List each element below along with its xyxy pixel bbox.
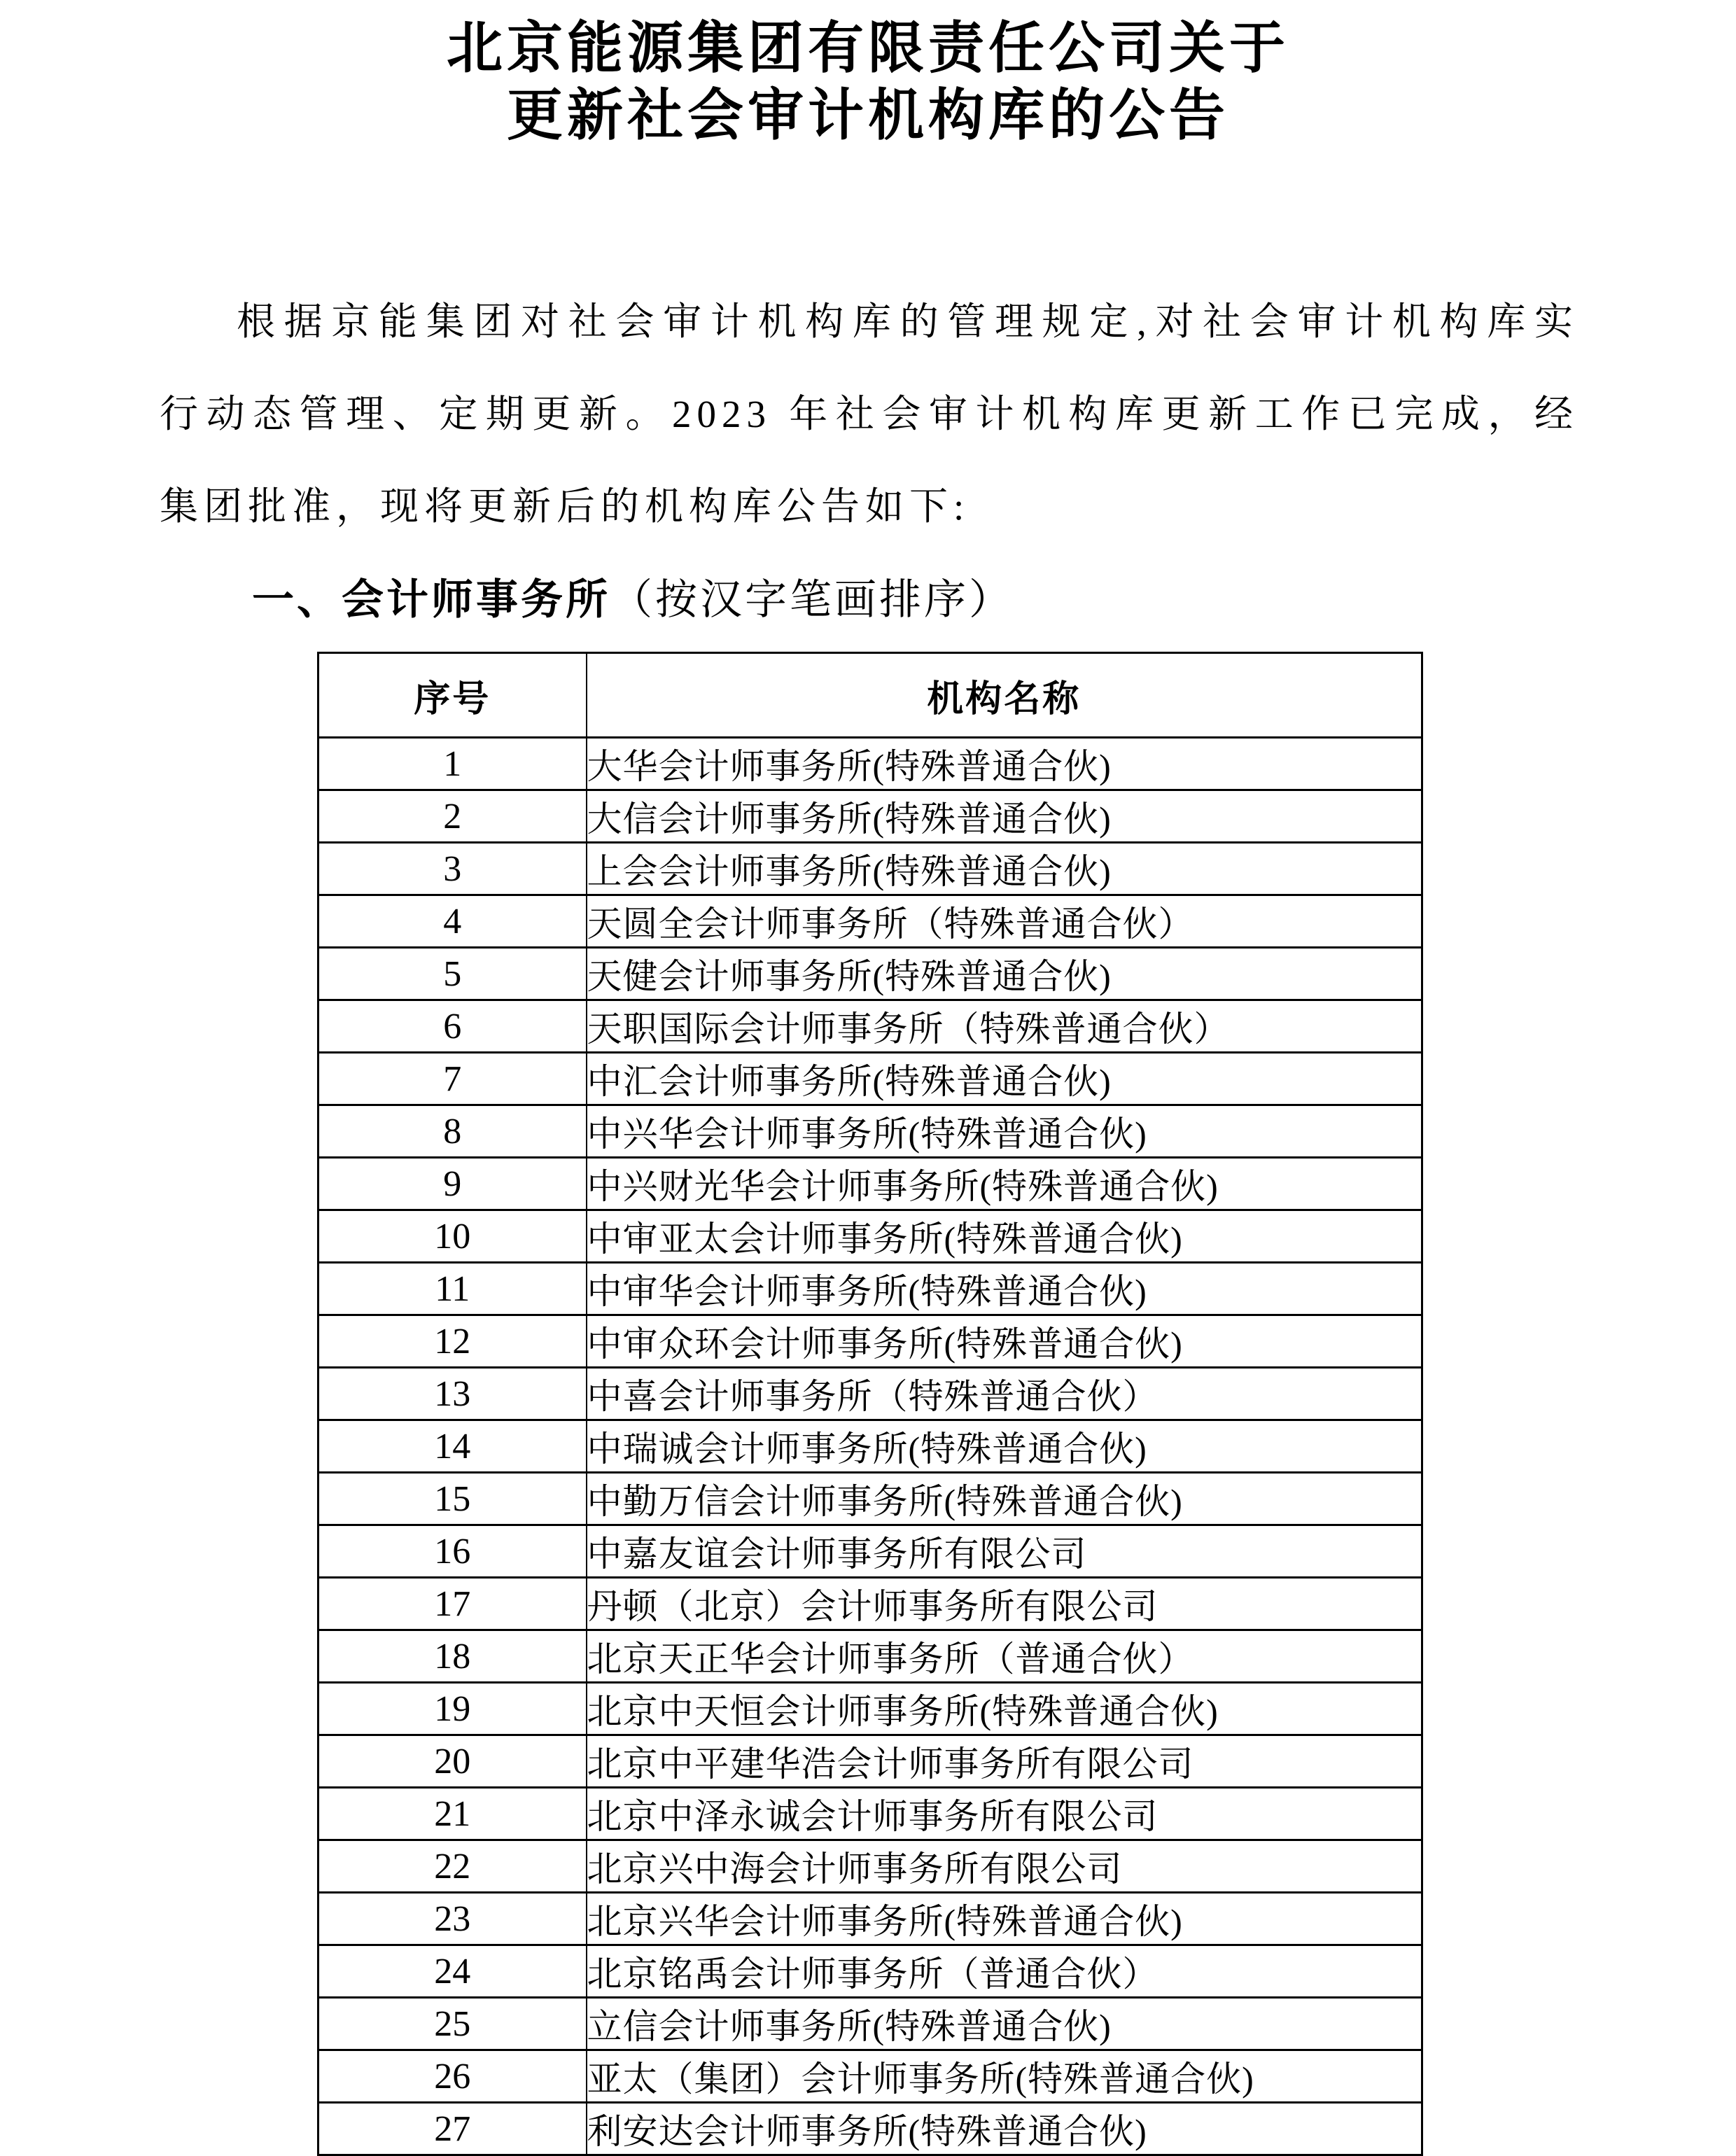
table-row bbox=[318, 1998, 1422, 2050]
row-number: 17 bbox=[318, 1578, 587, 1630]
table-row bbox=[318, 1683, 1422, 1735]
row-institution-name: 北京中平建华浩会计师事务所有限公司 bbox=[587, 1735, 1422, 1788]
row-number: 16 bbox=[318, 1525, 587, 1578]
table-row bbox=[318, 1473, 1422, 1525]
institutions-table bbox=[317, 652, 1423, 2156]
row-number: 23 bbox=[318, 1893, 587, 1945]
row-institution-name: 中勤万信会计师事务所(特殊普通合伙) bbox=[587, 1473, 1422, 1525]
table-row bbox=[318, 1158, 1422, 1210]
table-row bbox=[318, 1315, 1422, 1368]
row-institution-name: 北京中泽永诚会计师事务所有限公司 bbox=[587, 1788, 1422, 1840]
table-row bbox=[318, 1788, 1422, 1840]
row-number: 22 bbox=[318, 1840, 587, 1893]
row-number: 19 bbox=[318, 1683, 587, 1735]
row-institution-name: 丹顿（北京）会计师事务所有限公司 bbox=[587, 1578, 1422, 1630]
row-institution-name: 上会会计师事务所(特殊普通合伙) bbox=[587, 843, 1422, 895]
row-institution-name: 大信会计师事务所(特殊普通合伙) bbox=[587, 790, 1422, 843]
row-number: 7 bbox=[318, 1053, 587, 1105]
table-row bbox=[318, 2050, 1422, 2103]
paragraph-line-1: 根据京能集团对社会审计机构库的管理规定,对社会审计机构库实 bbox=[237, 300, 1578, 343]
table-row bbox=[318, 1105, 1422, 1158]
row-number: 15 bbox=[318, 1473, 587, 1525]
table-row bbox=[318, 1578, 1422, 1630]
table-row bbox=[318, 738, 1422, 790]
row-institution-name: 中兴财光华会计师事务所(特殊普通合伙) bbox=[587, 1158, 1422, 1210]
body-paragraph bbox=[160, 276, 1578, 553]
section-heading bbox=[252, 570, 1578, 629]
header-cell-no: 序号 bbox=[318, 653, 587, 738]
table-header-row bbox=[318, 653, 1422, 738]
table-row bbox=[318, 1945, 1422, 1998]
row-number: 11 bbox=[318, 1263, 587, 1315]
title-line-2: 更新社会审计机构库的公告 bbox=[507, 85, 1229, 147]
row-number: 4 bbox=[318, 895, 587, 948]
row-number: 27 bbox=[318, 2103, 587, 2155]
row-institution-name: 中喜会计师事务所（特殊普通合伙） bbox=[587, 1368, 1422, 1420]
row-institution-name: 中兴华会计师事务所(特殊普通合伙) bbox=[587, 1105, 1422, 1158]
section-heading-title: 一、会计师事务所 bbox=[252, 577, 610, 623]
title-line-1: 北京能源集团有限责任公司关于 bbox=[447, 18, 1289, 80]
table-row bbox=[318, 1368, 1422, 1420]
row-institution-name: 立信会计师事务所(特殊普通合伙) bbox=[587, 1998, 1422, 2050]
table-row bbox=[318, 1210, 1422, 1263]
table-row bbox=[318, 843, 1422, 895]
paragraph-line-3: 集团批准，现将更新后的机构库公告如下: bbox=[160, 485, 970, 528]
row-number: 12 bbox=[318, 1315, 587, 1368]
row-number: 24 bbox=[318, 1945, 587, 1998]
table-row bbox=[318, 790, 1422, 843]
paragraph-line-2: 行动态管理、定期更新。2023 年社会审计机构库更新工作已完成，经 bbox=[160, 393, 1578, 435]
table-row bbox=[318, 1263, 1422, 1315]
table-row bbox=[318, 1893, 1422, 1945]
row-number: 2 bbox=[318, 790, 587, 843]
row-number: 14 bbox=[318, 1420, 587, 1473]
row-institution-name: 中审众环会计师事务所(特殊普通合伙) bbox=[587, 1315, 1422, 1368]
row-institution-name: 北京铭禹会计师事务所（普通合伙） bbox=[587, 1945, 1422, 1998]
row-number: 13 bbox=[318, 1368, 587, 1420]
row-number: 18 bbox=[318, 1630, 587, 1683]
row-institution-name: 中嘉友谊会计师事务所有限公司 bbox=[587, 1525, 1422, 1578]
row-number: 26 bbox=[318, 2050, 587, 2103]
row-institution-name: 天职国际会计师事务所（特殊普通合伙） bbox=[587, 1000, 1422, 1053]
header-cell-name: 机构名称 bbox=[587, 653, 1422, 738]
row-number: 8 bbox=[318, 1105, 587, 1158]
row-institution-name: 亚太（集团）会计师事务所(特殊普通合伙) bbox=[587, 2050, 1422, 2103]
row-number: 3 bbox=[318, 843, 587, 895]
row-number: 20 bbox=[318, 1735, 587, 1788]
table-row bbox=[318, 895, 1422, 948]
row-institution-name: 中审亚太会计师事务所(特殊普通合伙) bbox=[587, 1210, 1422, 1263]
table-row bbox=[318, 948, 1422, 1000]
row-institution-name: 大华会计师事务所(特殊普通合伙) bbox=[587, 738, 1422, 790]
table-row bbox=[318, 1053, 1422, 1105]
table-row bbox=[318, 1840, 1422, 1893]
table-row bbox=[318, 1630, 1422, 1683]
institutions-table-body bbox=[318, 738, 1422, 2155]
row-number: 9 bbox=[318, 1158, 587, 1210]
row-number: 6 bbox=[318, 1000, 587, 1053]
table-row bbox=[318, 1420, 1422, 1473]
section-heading-note: （按汉字笔画排序） bbox=[610, 577, 1014, 623]
table-row bbox=[318, 1525, 1422, 1578]
row-institution-name: 北京兴中海会计师事务所有限公司 bbox=[587, 1840, 1422, 1893]
row-institution-name: 利安达会计师事务所(特殊普通合伙) bbox=[587, 2103, 1422, 2155]
row-institution-name: 北京兴华会计师事务所(特殊普通合伙) bbox=[587, 1893, 1422, 1945]
table-row bbox=[318, 2103, 1422, 2155]
row-institution-name: 北京中天恒会计师事务所(特殊普通合伙) bbox=[587, 1683, 1422, 1735]
row-institution-name: 中瑞诚会计师事务所(特殊普通合伙) bbox=[587, 1420, 1422, 1473]
row-number: 10 bbox=[318, 1210, 587, 1263]
row-number: 1 bbox=[318, 738, 587, 790]
document-title bbox=[0, 15, 1736, 150]
row-institution-name: 中汇会计师事务所(特殊普通合伙) bbox=[587, 1053, 1422, 1105]
row-number: 5 bbox=[318, 948, 587, 1000]
row-institution-name: 天圆全会计师事务所（特殊普通合伙） bbox=[587, 895, 1422, 948]
table-row bbox=[318, 1000, 1422, 1053]
table-row bbox=[318, 1735, 1422, 1788]
row-institution-name: 天健会计师事务所(特殊普通合伙) bbox=[587, 948, 1422, 1000]
row-institution-name: 北京天正华会计师事务所（普通合伙） bbox=[587, 1630, 1422, 1683]
row-number: 25 bbox=[318, 1998, 587, 2050]
row-number: 21 bbox=[318, 1788, 587, 1840]
announcement-page bbox=[0, 15, 1736, 2151]
row-institution-name: 中审华会计师事务所(特殊普通合伙) bbox=[587, 1263, 1422, 1315]
